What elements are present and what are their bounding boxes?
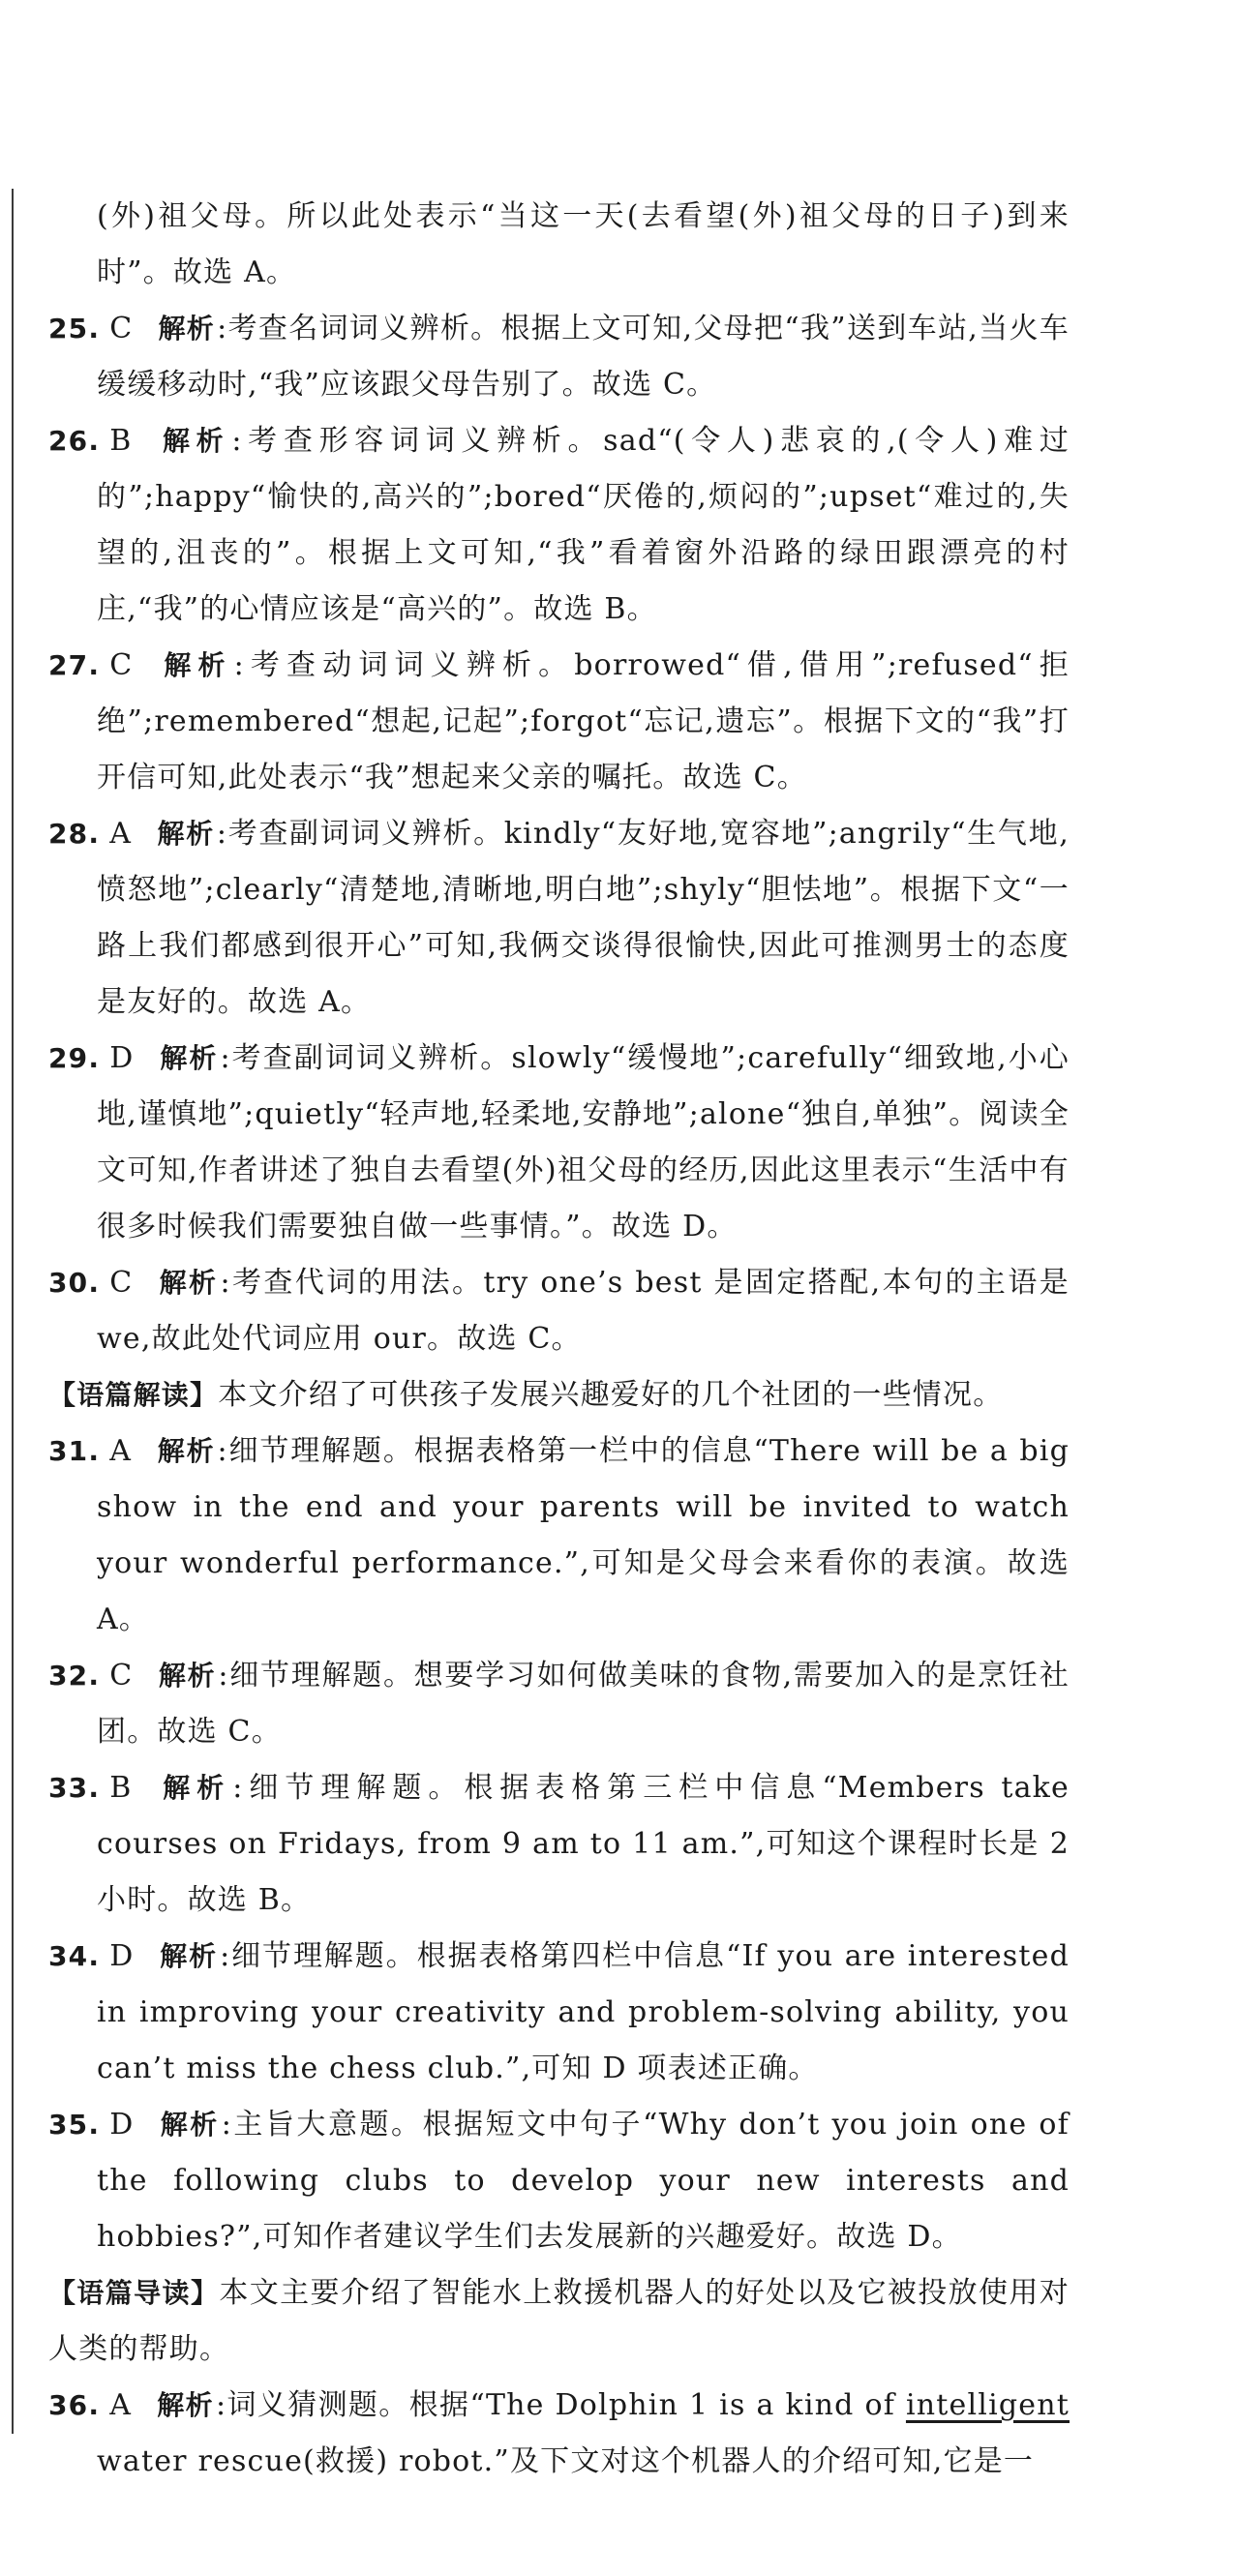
question-number: 36. <box>48 2389 101 2421</box>
analysis-text: :主旨大意题。根据短文中句子“Why don’t you join one of the following clubs to develop your new interests and hobbies?”,可知作者建议学生们去发展新的兴趣爱好。故选 D。 <box>97 2108 1070 2254</box>
answer-letter: A <box>109 1434 133 1468</box>
section-tag: 【语篇解读】 <box>48 1379 219 1411</box>
answer-letter: B <box>109 1771 133 1805</box>
answer-letter: D <box>109 2108 135 2142</box>
answer-26 <box>48 413 1070 638</box>
analysis-text: :细节理解题。根据表格第一栏中的信息“There will be a big show in the end and your parents will be invited to watch your wonderful performance.”,可知是父母会来看你的表演。故选 A。 <box>97 1434 1070 1636</box>
answer-32 <box>48 1648 1070 1760</box>
analysis-label: 解析 <box>157 425 230 457</box>
analysis-label: 解析 <box>158 313 216 344</box>
answer-33 <box>48 1760 1070 1929</box>
answer-letter: C <box>109 312 134 345</box>
passage-summary-1 <box>48 1367 1070 1423</box>
answer-letter: A <box>109 2388 133 2422</box>
analysis-text: :细节理解题。根据表格第三栏中信息“Members take courses on Fridays, from 9 am to 11 am.”,可知这个课程时长是 2 小时。故选 B。 <box>97 1771 1070 1917</box>
question-number: 30. <box>48 1267 101 1299</box>
question-number: 31. <box>48 1435 101 1467</box>
q24-continuation: (外)祖父母。所以此处表示“当这一天(去看望(外)祖父母的日子)到来时”。故选 A。 <box>97 199 1070 289</box>
question-number: 27. <box>48 649 101 681</box>
question-number: 32. <box>48 1660 101 1692</box>
answer-34 <box>48 1929 1070 2097</box>
analysis-label: 解析 <box>158 1660 217 1692</box>
question-number: 29. <box>48 1042 101 1074</box>
answer-letter: D <box>109 1041 135 1075</box>
analysis-text: :词义猜测题。根据“The Dolphin 1 is a kind of <box>215 2388 906 2422</box>
question-number: 34. <box>48 1940 101 1972</box>
answer-explanations <box>48 189 1070 2490</box>
analysis-text: :考查动词词义辨析。borrowed“借,借用”;refused“拒绝”;remembered“想起,记起”;forgot“忘记,遗忘”。根据下文的“我”打开信可知,此处表示“我”想起来父亲的嘱托。故选 C。 <box>97 648 1070 794</box>
section-text: 本文介绍了可供孩子发展兴趣爱好的几个社团的一些情况。 <box>218 1378 1004 1412</box>
question-number: 35. <box>48 2109 101 2141</box>
answer-letter: A <box>109 817 133 851</box>
analysis-label: 解析 <box>157 2389 214 2421</box>
question-number: 26. <box>48 425 101 457</box>
analysis-text: :考查副词词义辨析。slowly“缓慢地”;carefully“细致地,小心地,谨慎地”;quietly“轻声地,轻柔地,安静地”;alone“独自,单独”。阅读全文可知,作者讲述了独自去看望(外)祖父母的经历,因此这里表示“生活中有很多时候我们需要独自做一些事情。”。故选 D。 <box>97 1041 1070 1243</box>
analysis-label: 解析 <box>158 1267 219 1299</box>
answer-letter: C <box>109 1659 134 1692</box>
answer-29 <box>48 1031 1070 1255</box>
analysis-text-continued: water rescue(救援) robot.”及下文对这个机器人的介绍可知,它是一 <box>97 2444 1035 2478</box>
analysis-text: :考查名词词义辨析。根据上文可知,父母把“我”送到车站,当火车缓缓移动时,“我”应该跟父母告别了。故选 C。 <box>97 312 1070 402</box>
analysis-label: 解析 <box>159 1940 219 1972</box>
analysis-label: 解析 <box>158 649 232 681</box>
analysis-label: 解析 <box>157 818 215 850</box>
section-tag: 【语篇导读】 <box>48 2277 220 2309</box>
answer-letter: B <box>109 424 133 458</box>
question-number: 33. <box>48 1772 101 1804</box>
answer-30 <box>48 1255 1070 1367</box>
left-margin-rule <box>12 189 14 2434</box>
analysis-text: :考查副词词义辨析。kindly“友好地,宽容地”;angrily“生气地,愤怒地”;clearly“清楚地,清晰地,明白地”;shyly“胆怯地”。根据下文“一路上我们都感到很开心”可知,我俩交谈得很愉快,因此可推测男士的态度是友好的。故选 A。 <box>97 817 1070 1019</box>
answer-letter: C <box>109 1266 134 1300</box>
section-text: 本文主要介绍了智能水上救援机器人的好处以及它被投放使用对人类的帮助。 <box>48 2276 1070 2366</box>
analysis-label: 解析 <box>159 1042 219 1074</box>
answer-35 <box>48 2097 1070 2265</box>
underlined-word: intelligent <box>905 2388 1070 2422</box>
answer-27 <box>48 638 1070 806</box>
analysis-label: 解析 <box>157 1772 231 1804</box>
question-number: 28. <box>48 818 101 850</box>
answer-31 <box>48 1423 1070 1648</box>
question-number: 25. <box>48 313 101 344</box>
answer-36 <box>48 2378 1070 2490</box>
analysis-text: :细节理解题。想要学习如何做美味的食物,需要加入的是烹饪社团。故选 C。 <box>97 1659 1070 1749</box>
answer-letter: C <box>109 648 134 682</box>
analysis-text: :考查形容词词义辨析。sad“(令人)悲哀的,(令人)难过的”;happy“愉快的,高兴的”;bored“厌倦的,烦闷的”;upset“难过的,失望的,沮丧的”。根据上文可知,“我”看着窗外沿路的绿田跟漂亮的村庄,“我”的心情应该是“高兴的”。故选 B。 <box>97 424 1070 626</box>
answer-letter: D <box>109 1939 135 1973</box>
answer-25 <box>48 301 1070 413</box>
passage-summary-2 <box>48 2265 1070 2378</box>
analysis-text: :考查代词的用法。try one’s best 是固定搭配,本句的主语是 we,故此处代词应用 our。故选 C。 <box>97 1266 1070 1356</box>
analysis-label: 解析 <box>157 1435 216 1467</box>
answer-28 <box>48 806 1070 1031</box>
analysis-label: 解析 <box>159 2109 220 2141</box>
analysis-text: :细节理解题。根据表格第四栏中信息“If you are interested in improving your creativity and problem-solving ability, you can’t miss the chess club.”,可知 D 项表述正确。 <box>97 1939 1070 2085</box>
